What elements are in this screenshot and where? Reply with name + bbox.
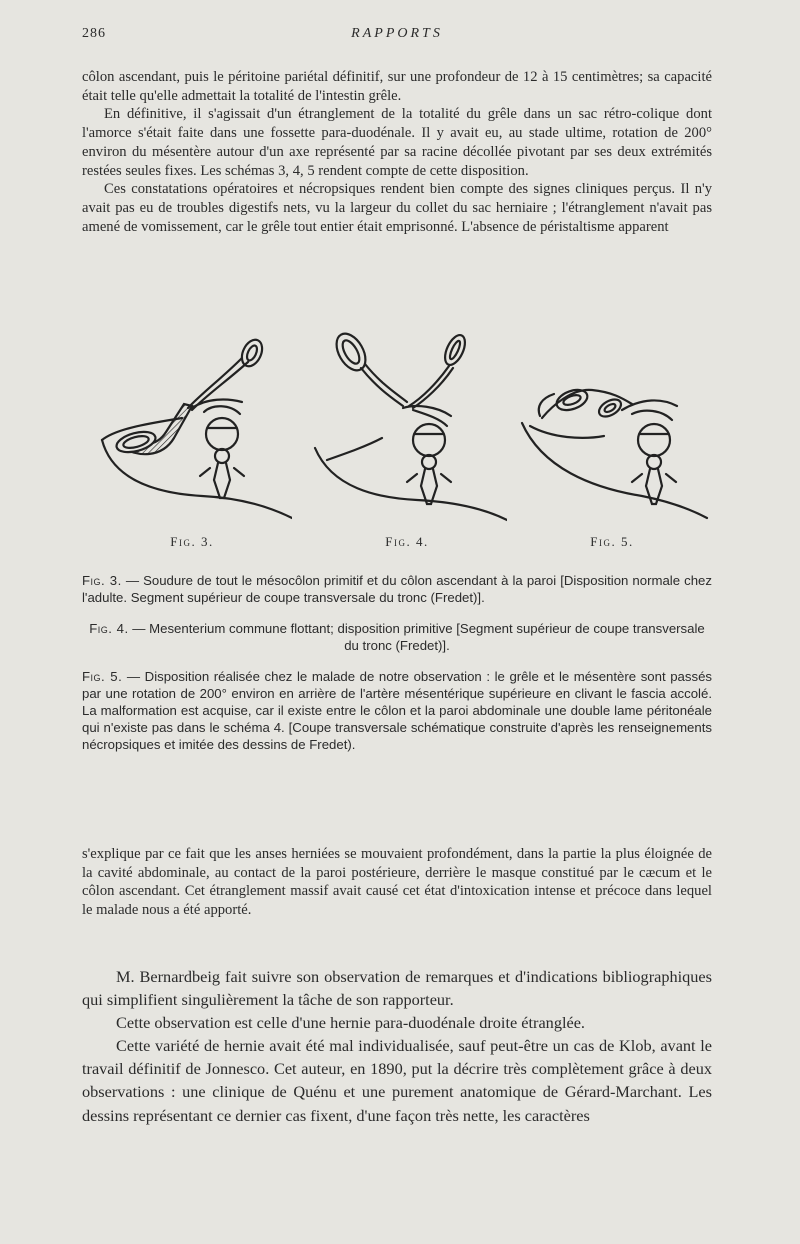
paragraph: Cette variété de hernie avait été mal individualisée, sauf peut-être un cas de Klob, avant le travail définitif de Jonnesco. Cet auteur, en 1890, put la décrire très complètement grâce à deux observations : une clinique de Quénu et une purement anatomique de Gérard-Marchant. Les dessins représentant ce dernier cas fixent, d'une façon très nette, les caractères [82,1036,712,1125]
figure-row [92,328,712,558]
figure-3-drawing [92,328,292,528]
figure-label: Fig. 4. [385,534,429,549]
paragraph: Cette observation est celle d'une hernie para-duodénale droite étranglée. [116,1013,586,1033]
caption-ref: Fig. 4. [89,621,129,636]
caption-text: — Mesenterium commune flottant; disposition primitive [Segment supérieur de coupe transversale du tronc (Fredet)]. [128,621,705,653]
caption-text: — Soudure de tout le mésocôlon primitif et du côlon ascendant à la paroi [Disposition normale chez l'adulte. Segment supérieur de coupe transversale du tronc (Fredet)]. [82,573,712,605]
running-title: RAPPORTS [351,26,443,41]
figure-label: Fig. 5. [590,534,634,549]
bottom-text-block [82,965,712,1127]
caption-fig-5 [82,668,712,753]
figure-4 [307,328,507,558]
paragraph: M. Bernardbeig fait suivre son observation de remarques et d'indications bibliographiques qui simplifient singulièrement la tâche de son rapporteur. [82,967,712,1010]
caption-text: — Disposition réalisée chez le malade de notre observation : le grêle et le mésentère sont passés par une rotation de 200° environ en arrière de l'artère mésentérique supérieure en clivant le fascia accolé. La malformation est acquise, car il existe entre le côlon et la paroi abdominale une double lame péritonéale qui n'existe pas dans le schéma 4. [Coupe transversale schématique construite d'après les renseignements nécropsiques et imitée des dessins de Fredet). [82,669,712,752]
figure-label: Fig. 3. [170,534,214,549]
paragraph: s'explique par ce fait que les anses herniées se mouvaient profondément, dans la partie la plus éloignée de la cavité abdominale, au contact de la paroi postérieure, derrière le masque constitué par le cæcum et le côlon ascendant. Cet étranglement massif avait causé cet état d'intoxication intense et précoce dans lequel le malade nous a été apporté. [82,846,712,919]
figure-4-drawing [307,328,507,528]
figure-captions [82,572,712,767]
paragraph: En définitive, il s'agissait d'un étranglement de la totalité du grêle dans un sac rétro-colique dont l'amorce s'était faite dans une fossette para-duodénale. Il y avait eu, au stade ultime, rotation de 200° environ du mésentère autour d'un axe représenté par sa racine décollée pivotant par ses deux extrémités restées seules fixes. Les schémas 3, 4, 5 rendent compte de cette disposition. [82,106,712,179]
page-header [82,26,712,48]
figure-5 [512,328,712,558]
paragraph: côlon ascendant, puis le péritoine pariétal définitif, sur une profondeur de 12 à 15 centimètres; sa capacité était telle qu'elle admettait la totalité de l'intestin grêle. [82,69,712,104]
caption-fig-4 [82,620,712,654]
mid-text-block [82,845,712,920]
top-text-block [82,68,712,236]
page-number: 286 [82,26,106,41]
caption-fig-3 [82,572,712,606]
figure-3 [92,328,292,558]
figure-5-drawing [512,328,712,528]
paragraph: Ces constatations opératoires et nécropsiques rendent bien compte des signes cliniques perçus. Il n'y avait pas eu de troubles digestifs nets, vu la largeur du collet du sac herniaire ; l'étranglement n'avait pas amené de vomissement, car le grêle tout entier était emprisonné. L'absence de péristaltisme apparent [82,181,712,235]
caption-ref: Fig. 5. [82,669,123,684]
caption-ref: Fig. 3. [82,573,122,588]
